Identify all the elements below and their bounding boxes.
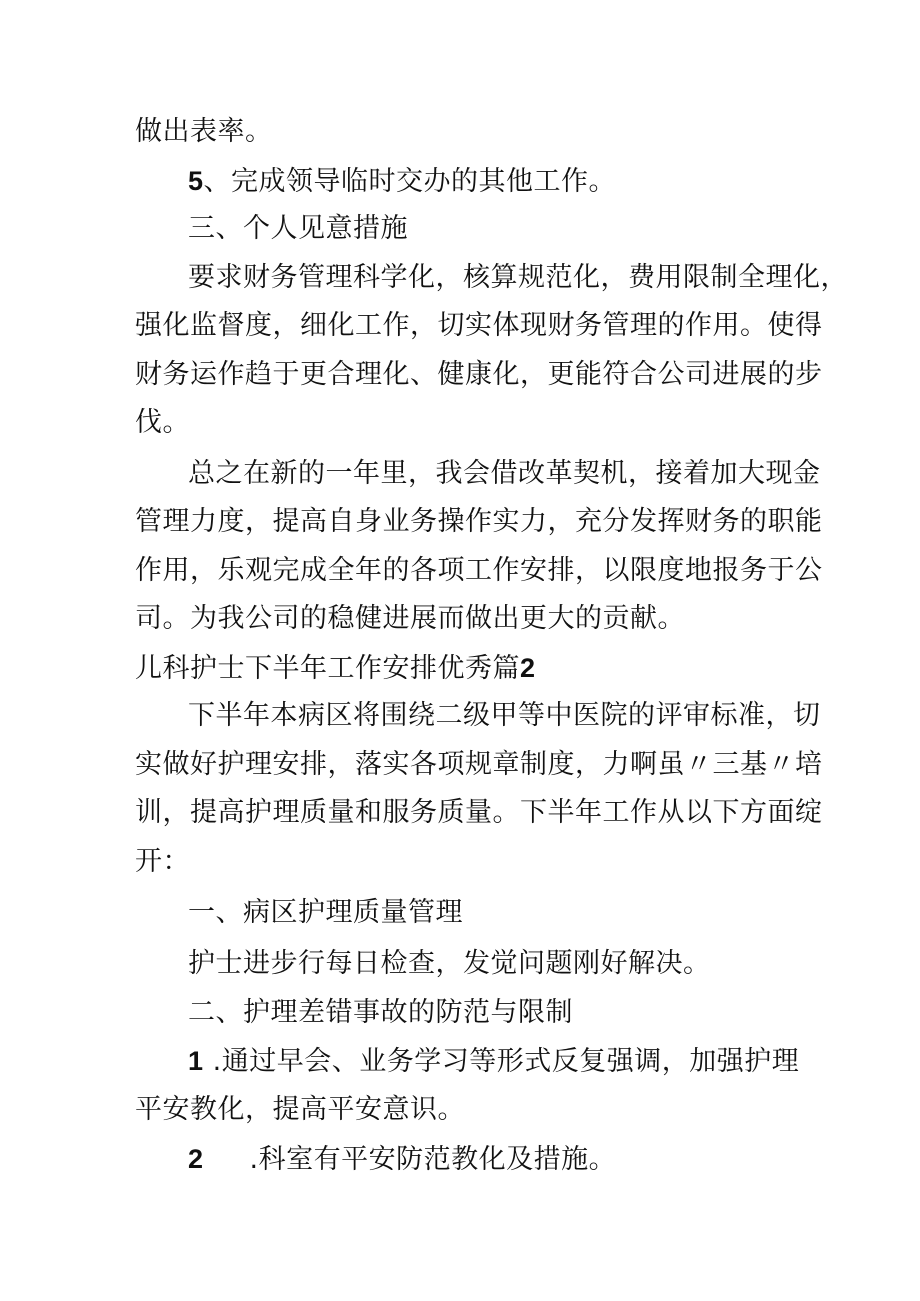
list-item-1: 1 .通过早会、业务学习等形式反复强调，加强护理: [188, 1046, 800, 1077]
section-title: 儿科护士下半年工作安排优秀篇2: [135, 653, 536, 684]
paragraph-line: 训，提高护理质量和服务质量。下半年工作从以下方面绽: [135, 797, 823, 828]
paragraph-line: 做出表率。: [135, 116, 273, 147]
list-number: 2: [188, 1144, 204, 1174]
paragraph-line: 司。为我公司的稳健进展而做出更大的贡献。: [135, 603, 685, 634]
paragraph-line: 作用，乐观完成全年的各项工作安排，以限度地报务于公: [135, 555, 823, 586]
paragraph-line: 要求财务管理科学化，核算规范化，费用限制全理化，: [188, 262, 848, 293]
paragraph-line: 平安教化，提高平安意识。: [135, 1094, 465, 1125]
paragraph-line: 强化监督度，细化工作，切实体现财务管理的作用。使得: [135, 310, 823, 341]
paragraph-line: 财务运作趋于更合理化、健康化，更能符合公司进展的步: [135, 359, 823, 390]
paragraph-line: 伐。: [135, 407, 190, 438]
section-heading: 一、病区护理质量管理: [188, 897, 463, 928]
paragraph-line: 下半年本病区将围绕二级甲等中医院的评审标准，切: [188, 700, 821, 731]
list-item-2: 2 .科室有平安防范教化及措施。: [188, 1144, 617, 1175]
paragraph-line: 管理力度，提高自身业务操作实力，充分发挥财务的职能: [135, 506, 823, 537]
paragraph-line: 实做好护理安排，落实各项规章制度，力啊虽〃三基〃培: [135, 749, 823, 780]
section-title-number: 2: [520, 653, 536, 683]
section-heading: 三、个人见意措施: [188, 213, 408, 244]
section-heading: 二、护理差错事故的防范与限制: [188, 997, 573, 1028]
paragraph-line: 护士进步行每日检查，发觉问题刚好解决。: [188, 948, 711, 979]
list-number: 1: [188, 1046, 204, 1076]
paragraph-line: 开：: [135, 846, 190, 877]
paragraph-line: 总之在新的一年里，我会借改革契机，接着加大现金: [188, 458, 821, 489]
list-item-5: 5、完成领导临时交办的其他工作。: [188, 166, 617, 197]
list-number: 5: [188, 166, 204, 196]
